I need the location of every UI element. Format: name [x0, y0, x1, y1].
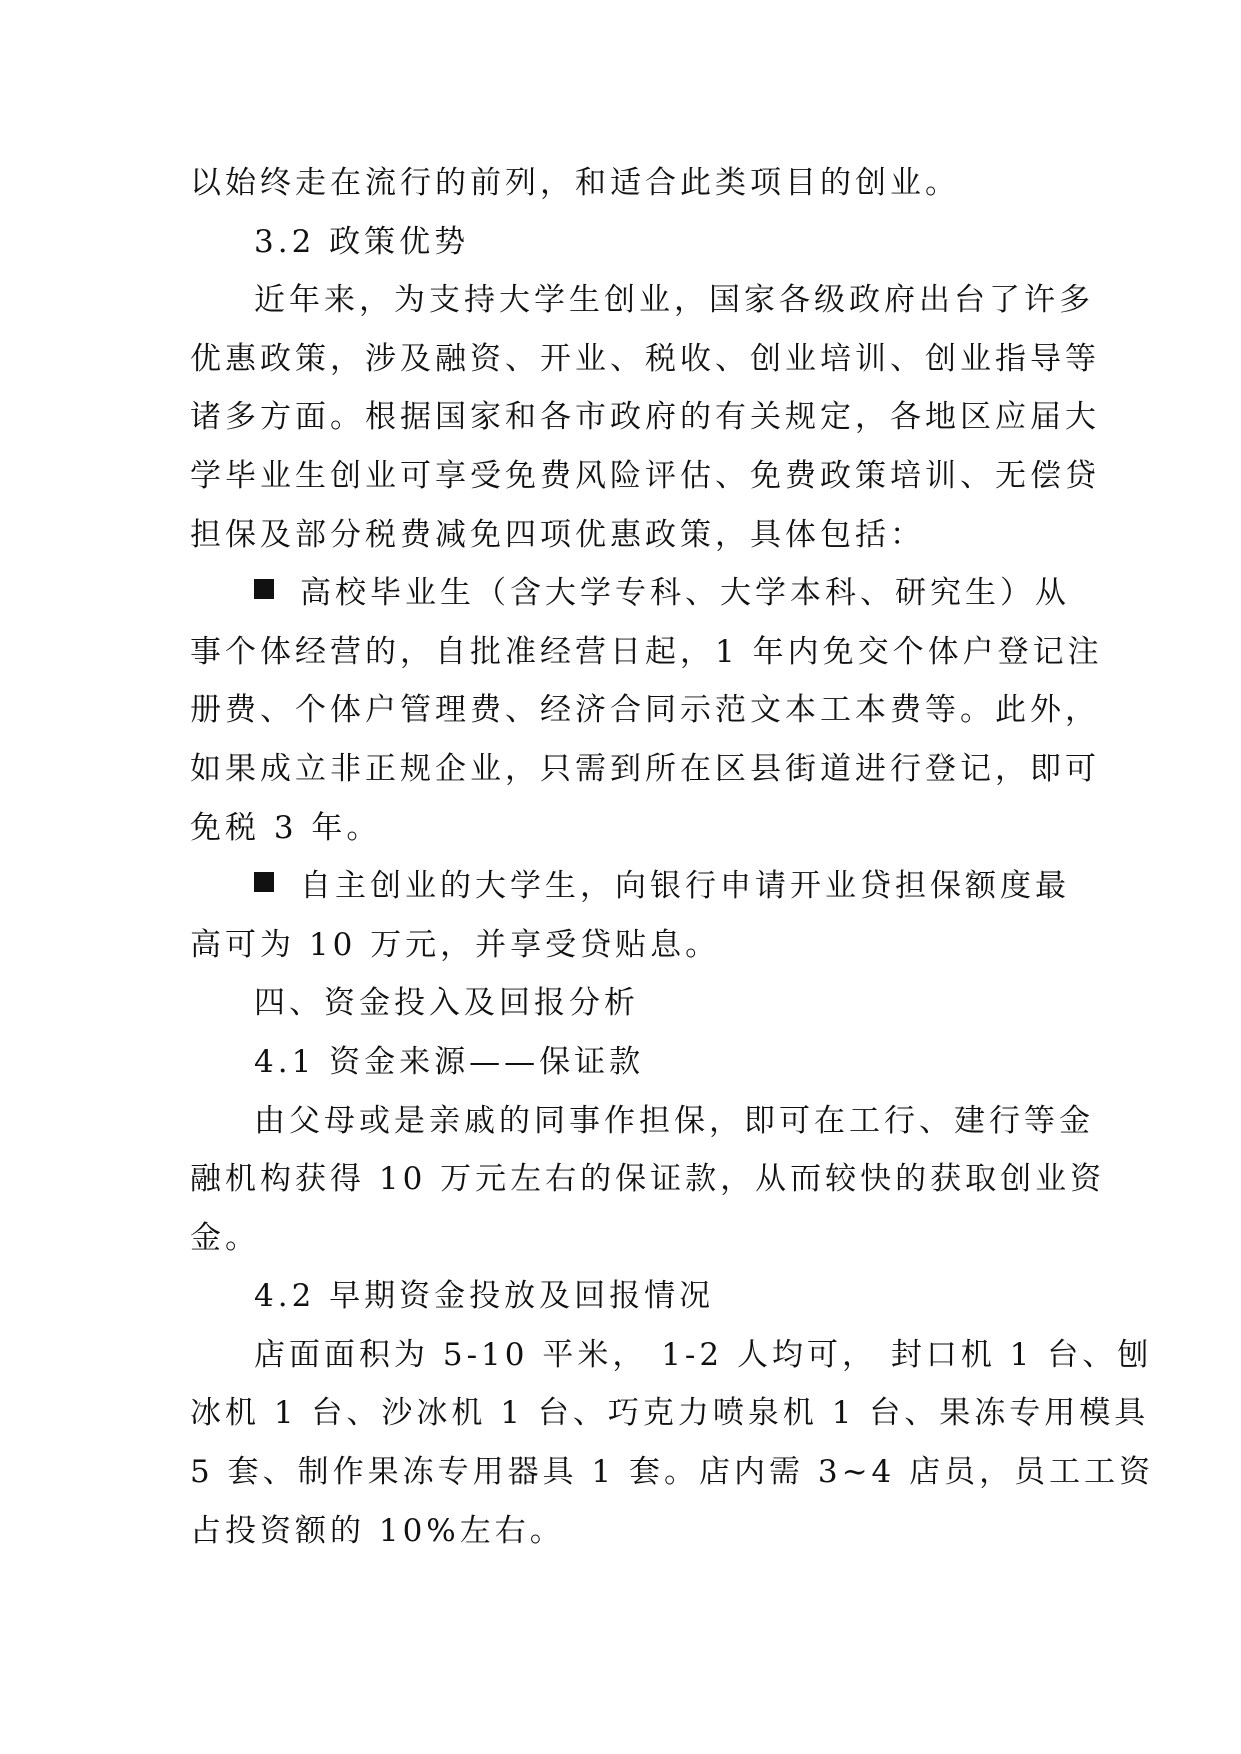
bullet-item-loans [190, 857, 1070, 974]
continuation-line: 以始终走在流行的前列，和适合此类项目的创业。 [190, 165, 960, 201]
paragraph-line: 5 套、制作果冻专用器具 1 套。店内需 3~4 店员，员工工资 [190, 1454, 1155, 1491]
paragraph-line: 近年来，为支持大学生创业，国家各级政府出台了许多 [254, 282, 1094, 319]
section-4-1-heading: 4.1 资金来源——保证款 [254, 1043, 645, 1080]
paragraph-line: 由父母或是亲戚的同事作担保，即可在工行、建行等金 [254, 1102, 1094, 1139]
paragraph-line: 学毕业生创业可享受免费风险评估、免费政策培训、无偿贷 [190, 457, 1100, 494]
square-bullet-icon [254, 579, 274, 599]
bullet-text: 高校毕业生（含大学专科、大学本科、研究生）从 [300, 575, 1070, 612]
paragraph-line: 优惠政策，涉及融资、开业、税收、创业培训、创业指导等 [190, 340, 1100, 377]
paragraph-line: 诸多方面。根据国家和各市政府的有关规定，各地区应届大 [190, 399, 1100, 436]
paragraph-line: 冰机 1 台、沙冰机 1 台、巧克力喷泉机 1 台、果冻专用模具 [190, 1395, 1150, 1432]
section-3-2-heading: 3.2 政策优势 [254, 223, 470, 260]
paragraph-line: 融机构获得 10 万元左右的保证款，从而较快的获取创业资 [190, 1161, 1106, 1198]
investment-paragraph [190, 1326, 1155, 1560]
bullet-item-graduates [190, 564, 1103, 857]
paragraph-line: 担保及部分税费减免四项优惠政策，具体包括： [190, 516, 925, 553]
section-4-2-heading: 4.2 早期资金投放及回报情况 [254, 1278, 715, 1315]
bullet-text: 事个体经营的，自批准经营日起，1 年内免交个体户登记注 [190, 633, 1103, 670]
funding-paragraph [190, 1092, 1106, 1268]
bullet-text: 自主创业的大学生，向银行申请开业贷担保额度最 [300, 868, 1070, 905]
bullet-text: 册费、个体户管理费、经济合同示范文本工本费等。此外， [190, 692, 1100, 729]
policy-paragraph [190, 271, 1100, 564]
square-bullet-icon [254, 872, 274, 892]
paragraph-line: 占投资额的 10%左右。 [190, 1512, 565, 1549]
bullet-text: 如果成立非正规企业，只需到所在区县街道进行登记，即可 [190, 750, 1100, 787]
document-body [190, 154, 1155, 1560]
paragraph-line: 金。 [190, 1219, 260, 1256]
bullet-text: 高可为 10 万元，并享受贷贴息。 [190, 926, 721, 963]
paragraph-line: 店面面积为 5-10 平米， 1-2 人均可， 封口机 1 台、刨 [254, 1336, 1153, 1373]
bullet-text: 免税 3 年。 [190, 809, 382, 846]
section-4-heading: 四、资金投入及回报分析 [254, 985, 639, 1022]
